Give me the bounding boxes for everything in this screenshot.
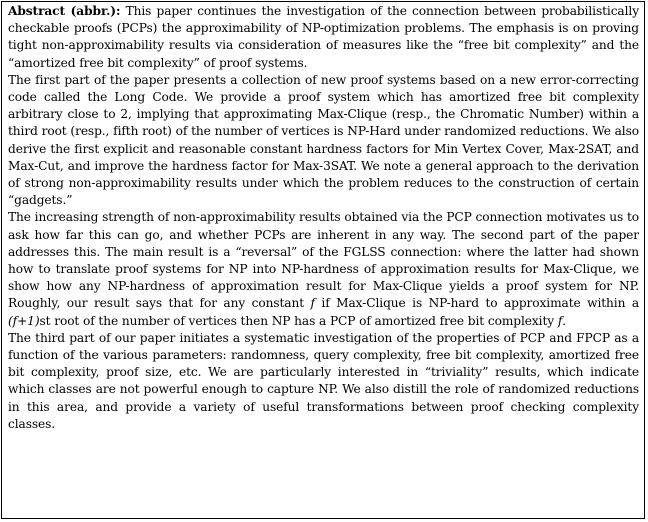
abstract-paragraph-2: The first part of the paper presents a collection of new proof systems based on a new error-correcting code called the Long Code. We provide a proof system which has amortized free bit complexity arbitrary close to 2, implying that approximating Max-Clique (resp., the Chromatic Number) within a third root (resp., fifth root) of the number of vertices is NP-Hard under randomized reductions. We also derive the first explicit and reasonable constant hardness factors for Min Vertex Cover, Max-2SAT, and Max-Cut, and improve the hardness factor for Max-3SAT. We note a general approach to the derivation of strong non-approximability results under which the problem reduces to the construction of certain “gadgets.” [8,72,639,208]
abstract-paragraph-3 [8,209,639,329]
p3-var-f-2: f [557,313,563,328]
p3-var-f-1: f [310,296,315,311]
p3-text-c: st root of the number of vertices then NP has a PCP of amortized free bit complexity [39,313,558,328]
abstract-paragraph-4: The third part of our paper initiates a systematic investigation of the properties of PCP and FPCP as a function of the various parameters: randomness, query complexity, free bit complexity, amortized free bit complexity, proof size, etc. We are particularly interested in “triviality” results, which indicate which classes are not powerful enough to capture NP. We also distill the role of randomized reductions in this area, and provide a variety of useful transformations between proof checking complexity classes. [8,330,639,431]
p3-text-b: if Max-Clique is NP-hard to approximate within a [314,296,640,311]
abstract-box [1,1,645,519]
abstract-label: Abstract (abbr.): [8,4,121,18]
p3-text-d: . [562,313,567,328]
p3-var-f-plus-one: (f+1) [8,313,40,328]
p3-text-a: The increasing strength of non-approximability results obtained via the PCP connection motivates us to ask how far this can go, and whether PCPs are inherent in any way. The second part of the paper addresses this. The main result is a “reversal” of the FGLSS connection: where the latter had shown how to translate proof systems for NP into NP-hardness of approximation results for Max-Clique, we show how any NP-hardness of approximation result for Max-Clique yields a proof system for NP. Roughly, our result says that for any constant [8,210,639,311]
abstract-paragraph-1-text: This paper continues the investigation of the connection between probabilistically checkable proofs (PCPs) the approximability of NP-optimization problems. The emphasis is on proving tight non-approximability results via consideration of measures like the “free bit complexity” and the “amortized free bit complexity” of proof systems. [8,4,639,70]
abstract-paragraph-1 [8,3,639,72]
